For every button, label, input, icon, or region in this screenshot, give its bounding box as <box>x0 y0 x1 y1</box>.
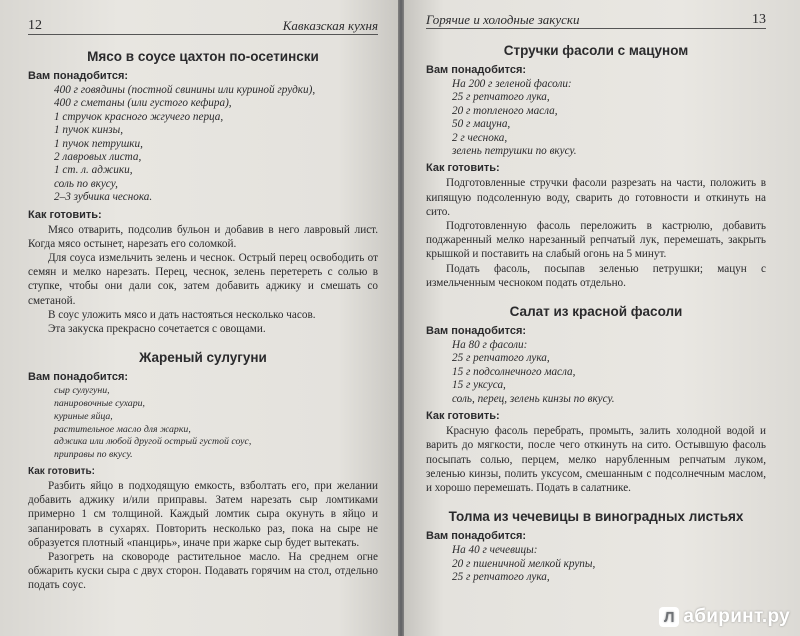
recipe-title: Салат из красной фасоли <box>509 304 683 320</box>
ingredient-item: приправы по вкусу. <box>54 449 133 461</box>
left-page-number: 12 <box>28 18 42 33</box>
method-paragraph: В соус уложить мясо и дать настояться несколько часов. <box>48 308 316 321</box>
left-running-title: Кавказская кухня <box>282 18 378 33</box>
ingredient-item: куриные яйца, <box>54 410 113 422</box>
method-paragraph: Мясо отварить, подсолив бульон и добавив в него лавровый лист. Когда мясо остынет, нарезать его соломкой. <box>28 223 378 250</box>
ingredient-item: сыр сулугуни, <box>54 385 110 397</box>
ingredient-item: На 40 г чечевицы: <box>452 544 538 557</box>
ingredient-item: На 200 г зеленой фасоли: <box>452 78 572 90</box>
ingredient-item: панировочные сухари, <box>54 398 145 410</box>
method-paragraph: Подать фасоль, посыпав зеленью петрушки; мацун с измельченным чесноком подать отдельно. <box>426 262 766 289</box>
method-paragraph: Подготовленные стручки фасоли разрезать на части, положить в кипящую подсоленную воду, сварить до готовности и откинуть на сито. <box>426 177 766 218</box>
method-paragraph: Эта закуска прекрасно сочетается с овощами. <box>48 323 266 336</box>
left-page <box>0 0 398 636</box>
ingredients-label: Вам понадобится: <box>28 371 129 384</box>
ingredient-item: соль, перец, зелень кинзы по вкусу. <box>452 392 615 405</box>
recipe-title: Жареный сулугуни <box>139 350 267 366</box>
recipe-title: Мясо в соусе цахтон по-осетински <box>87 49 319 64</box>
ingredients-label: Вам понадобится: <box>426 325 527 338</box>
method-paragraph: Красную фасоль перебрать, промыть, залить холодной водой и варить до мягкости, после чего откинуть на сито. Остывшую фасоль посыпать солью, перцем, мелко нарубленным репчатым луком, зеленью кинзы, полить уксусом, смешанным с подсолнечным маслом, и хорошо перемешать. Подать в салатнике. <box>426 425 766 494</box>
method-paragraph: Подготовленную фасоль переложить в кастрюлю, добавить поджаренный мелко нарезанный репчатый лук, перемешать, закрыть крышкой и поставить на слабый огонь на 5 минут. <box>426 220 766 261</box>
recipe-title: Стручки фасоли с мацуном <box>503 43 689 58</box>
ingredient-list <box>426 339 766 406</box>
ingredient-item: 2 лавровых листа, <box>54 151 142 164</box>
method-label: Как готовить: <box>28 208 102 221</box>
ingredients-label: Вам понадобится: <box>426 530 527 543</box>
ingredient-item: 15 г уксуса, <box>452 379 506 392</box>
ingredient-item: 2–3 зубчика чеснока. <box>54 191 153 204</box>
ingredient-list <box>28 84 378 205</box>
labirint-logo-icon: Л <box>659 607 679 627</box>
ingredient-item: 20 г пшеничной мелкой крупы, <box>452 557 596 570</box>
ingredient-item: На 80 г фасоли: <box>452 339 528 352</box>
ingredient-item: 400 г сметаны (или густого кефира), <box>54 97 232 110</box>
ingredient-item: 400 г говядины (постной свинины или куриной грудки), <box>54 84 316 96</box>
recipe-block <box>426 43 766 290</box>
ingredient-list <box>426 78 766 158</box>
ingredient-list <box>28 385 378 462</box>
labirint-watermark <box>659 606 790 628</box>
method-steps <box>426 424 766 495</box>
ingredients-label: Вам понадобится: <box>426 64 527 76</box>
ingredient-item: 1 пучок петрушки, <box>54 137 143 150</box>
ingredient-item: 25 г репчатого лука, <box>452 352 550 365</box>
ingredients-label: Вам понадобится: <box>28 70 129 82</box>
recipe-block <box>28 350 378 592</box>
ingredient-item: 2 г чеснока, <box>452 131 508 144</box>
ingredient-item: 50 г мацуна, <box>452 118 511 131</box>
left-running-header <box>28 14 378 35</box>
ingredient-item: аджика или любой другой острый густой соус, <box>54 436 252 448</box>
method-steps <box>426 176 766 290</box>
ingredient-list <box>426 544 766 584</box>
ingredient-item: 25 г репчатого лука, <box>452 91 550 104</box>
ingredient-item: 1 пучок кинзы, <box>54 124 124 137</box>
recipe-block <box>426 509 766 584</box>
method-paragraph: Разбить яйцо в подходящую емкость, взболтать его, при желании добавить аджику и/или приправы. Затем нарезать сыр ломтиками примерно 1 см толщиной. Каждый ломтик сыра окунуть в яйцо и запанировать в сухарях. Повторить несколько раз, пока на сыре не образуется плотный «панцирь», иначе при жарке сыр будет вытекать. <box>28 480 378 549</box>
method-label: Как готовить: <box>28 466 96 478</box>
ingredient-item: 25 г репчатого лука, <box>452 570 550 583</box>
method-steps <box>28 223 378 337</box>
right-page <box>404 0 800 636</box>
ingredient-item: 1 ст. л. аджики, <box>54 164 133 177</box>
ingredient-item: растительное масло для жарки, <box>54 423 191 435</box>
recipe-title: Толма из чечевицы в виноградных листьях <box>448 509 744 525</box>
right-running-header <box>426 8 766 29</box>
method-paragraph: Для соуса измельчить зелень и чеснок. Острый перец освободить от семян и мелко нарезать. Перец, чеснок, зелень перетереть с солью в ступке, чтобы они дали сок, затем добавить аджику и смешать со сметаной. <box>28 252 378 307</box>
right-running-title: Горячие и холодные закуски <box>426 12 580 27</box>
ingredient-item: соль по вкусу, <box>54 177 118 190</box>
recipe-block <box>426 304 766 495</box>
method-label: Как готовить: <box>426 162 500 175</box>
watermark-text: абиринт.ру <box>683 606 790 627</box>
method-paragraph: Разогреть на сковороде растительное масло. На среднем огне обжарить куски сыра с двух сторон. Подавать горячим на стол, отдельно подать соус. <box>28 551 378 592</box>
ingredient-item: 1 стручок красного жгучего перца, <box>54 110 224 123</box>
ingredient-item: 15 г подсолнечного масла, <box>452 365 576 378</box>
right-page-number: 13 <box>752 12 766 27</box>
ingredient-item: зелень петрушки по вкусу. <box>452 145 577 158</box>
method-steps <box>28 479 378 593</box>
method-label: Как готовить: <box>426 410 500 423</box>
ingredient-item: 20 г топленого масла, <box>452 104 558 117</box>
recipe-block <box>28 49 378 336</box>
